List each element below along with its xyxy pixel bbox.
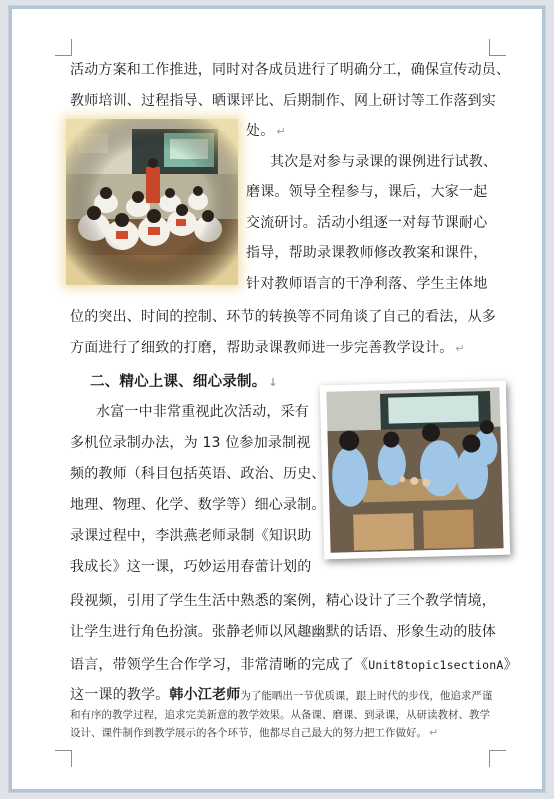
classroom-photo-2 (320, 381, 510, 560)
text-line-19: 让学生进行角色扮演。张静老师以风趣幽默的话语、形象生动的肢体 (70, 624, 496, 640)
text-line-14: 频的教师（科目包括英语、政治、历史、 (70, 466, 326, 482)
classroom-photo-1 (66, 119, 238, 285)
text-line-4: 其次是对参与录课的课例进行试教、 (270, 154, 498, 170)
paragraph-mark: ↵ (276, 125, 286, 138)
text-line-9: 位的突出、时间的控制、环节的转换等不同角谈了自己的看法，从多 (70, 309, 496, 325)
text-line-1: 活动方案和工作推进，同时对各成员进行了明确分工，确保宣传动员、 (70, 62, 511, 78)
text-line-13: 多机位录制办法，为 13 位参加录制视 (70, 435, 311, 451)
text-line-12: 水富一中非常重视此次活动，采有 (96, 404, 309, 420)
section-heading: 二、精心上课、细心录制。 ↓ (90, 374, 278, 390)
text-line-2: 教师培训、过程指导、晒课评比、后期制作、网上研讨等工作落到实 (70, 93, 496, 109)
text-line-23: 设计、课件制作到教学展示的各个环节，他都尽自己最大的努力把工作做好。 ↵ (70, 726, 439, 739)
text-line-17: 我成长》这一课，巧妙运用春蕾计划的 (70, 559, 312, 575)
text-line-10: 方面进行了细致的打磨，帮助录课教师进一步完善教学设计。 ↵ (70, 340, 465, 356)
text-line-6: 交流研讨。活动小组逐一对每节课耐心 (246, 215, 488, 231)
crop-mark-top-left (55, 39, 72, 56)
lesson-code: Unit8topic1sectionA (368, 658, 504, 672)
heading-mark: ↓ (268, 376, 278, 389)
text-line-7: 指导，帮助录课教师修改教案和课件， (246, 245, 488, 261)
text-line-18: 段视频，引用了学生生活中熟悉的案例，精心设计了三个教学情境， (70, 593, 496, 609)
text-line-16: 录课过程中，李洪燕老师录制《知识助 (70, 528, 312, 544)
crop-mark-bottom-left (55, 750, 72, 767)
text-line-21: 这一课的教学。韩小江老师为了能晒出一节优质课，跟上时代的步伐，他追求严谨 (70, 687, 493, 703)
text-line-3: 处。 ↵ (246, 123, 286, 139)
text-line-8: 针对教师语言的干净利落、学生主体地 (246, 276, 488, 292)
text-line-22: 和有序的教学过程，追求完美新意的教学效果。从备课、磨课、到录课，从研读教材、教学 (70, 709, 490, 721)
text-line-5: 磨课。领导全程参与，课后，大家一起 (246, 184, 488, 200)
crop-mark-bottom-right (489, 750, 506, 767)
text-line-20: 语言，带领学生合作学习，非常清晰的完成了《Unit8topic1sectionA》 (70, 657, 518, 673)
paragraph-mark: ↵ (455, 342, 465, 355)
teacher-name: 韩小江老师 (169, 687, 241, 703)
crop-mark-top-right (489, 39, 506, 56)
text-line-15: 地理、物理、化学、数学等）细心录制。 (70, 497, 326, 513)
paragraph-mark: ↵ (429, 726, 439, 739)
